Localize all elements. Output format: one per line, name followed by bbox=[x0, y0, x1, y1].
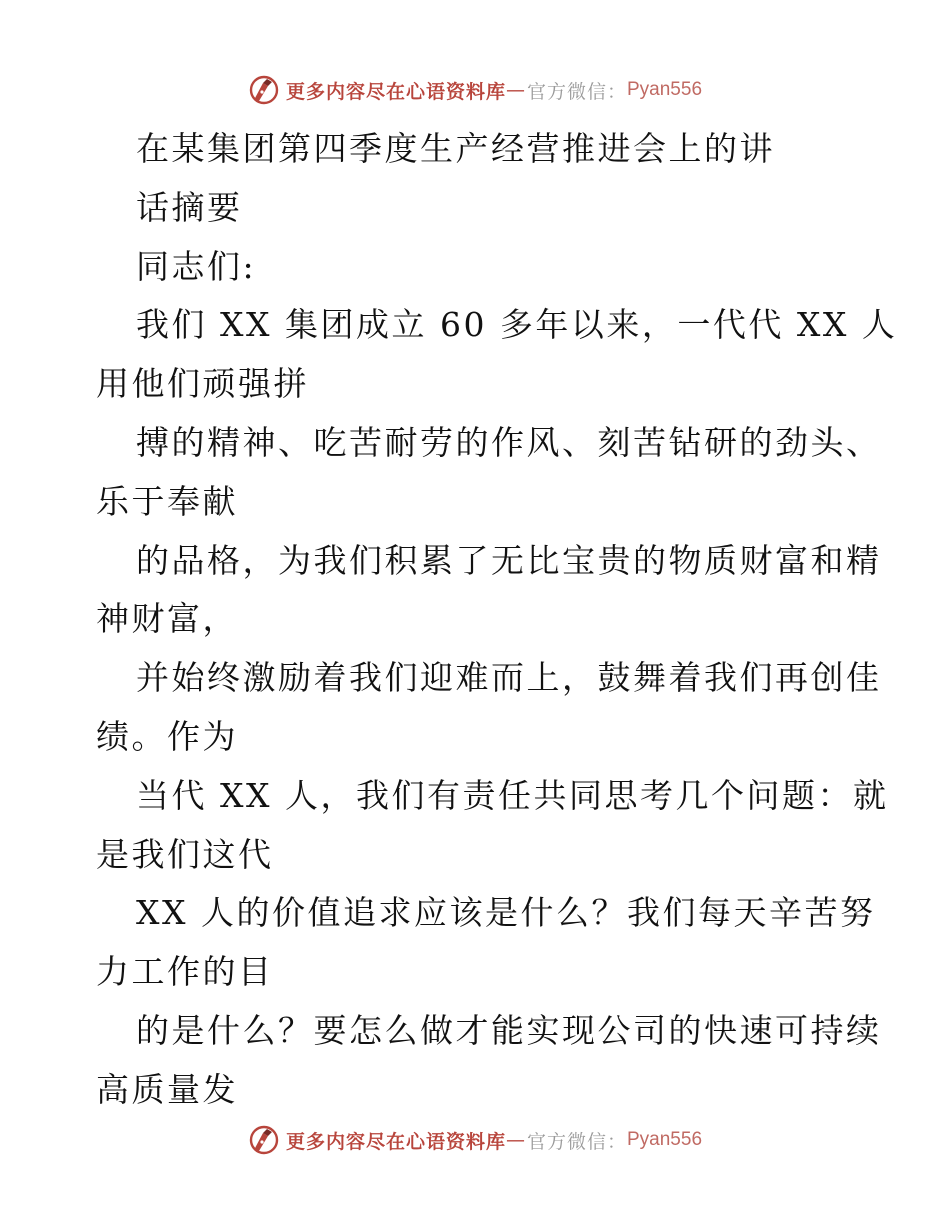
paragraph-line: 高质量发 bbox=[96, 1069, 238, 1109]
paragraph-line: 乐于奉献 bbox=[96, 481, 238, 521]
paragraph-line: 并始终激励着我们迎难而上，鼓舞着我们再创佳 bbox=[136, 658, 882, 698]
banner-wechat-id: Pyan556 bbox=[627, 79, 703, 100]
banner-separator: — bbox=[505, 79, 525, 101]
pen-nib-logo-icon bbox=[248, 74, 280, 106]
banner-site-text: 更多内容尽在心语资料库 bbox=[285, 1130, 506, 1153]
banner-wechat-label: 官方微信： bbox=[526, 80, 627, 103]
paragraph-line: 当代 XX 人，我们有责任共同思考几个问题：就 bbox=[136, 775, 889, 815]
document-body bbox=[96, 120, 898, 1120]
paragraph-line: 搏的精神、吃苦耐劳的作风、刻苦钻研的劲头、 bbox=[136, 422, 882, 462]
title-line: 话摘要 bbox=[136, 187, 243, 227]
paragraph-line: 神财富， bbox=[96, 599, 238, 639]
salutation-line: 同志们: bbox=[136, 246, 257, 286]
paragraph-line: 是我们这代 bbox=[96, 834, 274, 874]
banner-separator: — bbox=[505, 1129, 525, 1151]
footer-watermark-banner bbox=[0, 1120, 950, 1160]
paragraph-line: XX 人的价值追求应该是什么？我们每天辛苦努 bbox=[136, 893, 876, 933]
paragraph-line: 用他们顽强拼 bbox=[96, 364, 309, 404]
paragraph-line: 我们 XX 集团成立 60 多年以来，一代代 XX 人 bbox=[136, 305, 898, 345]
paragraph-line: 的品格，为我们积累了无比宝贵的物质财富和精 bbox=[136, 540, 882, 580]
banner-wechat-id: Pyan556 bbox=[627, 1129, 703, 1150]
header-watermark-banner bbox=[0, 70, 950, 110]
paragraph-line: 的是什么？要怎么做才能实现公司的快速可持续 bbox=[136, 1010, 882, 1050]
paragraph-line: 绩。作为 bbox=[96, 716, 238, 756]
banner-wechat-label: 官方微信： bbox=[526, 1130, 627, 1153]
title-line: 在某集团第四季度生产经营推进会上的讲 bbox=[136, 129, 775, 168]
banner-site-text: 更多内容尽在心语资料库 bbox=[285, 80, 506, 103]
paragraph-line: 力工作的目 bbox=[96, 952, 274, 992]
pen-nib-logo-icon bbox=[248, 1124, 280, 1156]
